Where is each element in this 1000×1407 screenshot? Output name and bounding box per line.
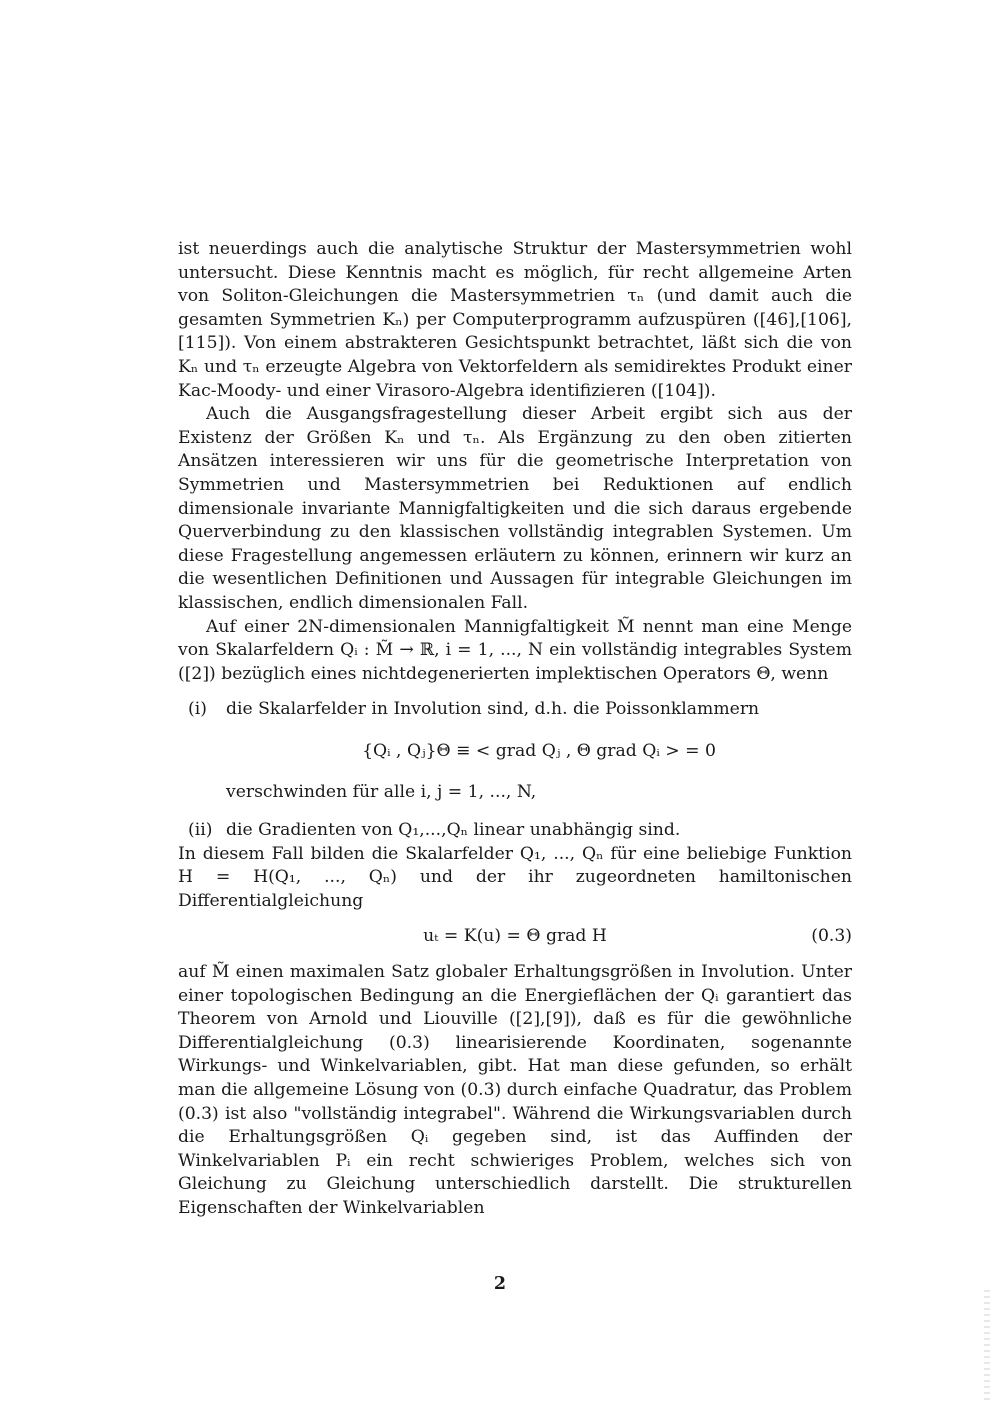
list-item-1-number: (i) [188,699,207,720]
scan-edge-artifact [984,1290,990,1400]
condition-list [178,698,852,842]
paragraph-3: Auf einer 2N-dimensionalen Mannigfaltigkeit M̃ nennt man eine Menge von Skalarfeldern Qᵢ : M̃ → ℝ, i = 1, ..., N ein vollständig integrables System ([2]) bezüglich eines nichtdegenerierten implektischen Operators Θ, wenn [178,616,852,684]
list-item-1-text: die Skalarfelder in Involution sind, d.h. die Poissonklammern [226,699,760,720]
list-item-1 [178,698,852,805]
list-item-2 [178,819,852,843]
equation-number: (0.3) [811,926,852,947]
list-item-2-text: die Gradienten von Q₁,...,Qₙ linear unabhängig sind. [226,820,681,841]
list-item-2-number: (ii) [188,820,213,841]
equation-0-3 [178,925,852,949]
poisson-bracket-equation: {Qᵢ , Qⱼ}Θ ≡ < grad Qⱼ , Θ grad Qᵢ > = 0 [362,740,716,761]
equation-0-3-formula: uₜ = K(u) = Θ grad H [423,926,607,947]
page-number: 2 [493,1274,507,1294]
paragraph-4: In diesem Fall bilden die Skalarfelder Q₁, ..., Qₙ für eine beliebige Funktion H = H(Q₁, ..., Qₙ) und der ihr zugeordneten hamiltonischen Differentialgleichung [178,843,852,911]
page-body [178,238,852,1221]
paragraph-2: Auch die Ausgangsfragestellung dieser Arbeit ergibt sich aus der Existenz der Größen Kₙ und τₙ. Als Ergänzung zu den oben zitierten Ansätzen interessieren wir uns für die geometrische Interpretation von Symmetrien und Mastersymmetrien bei Reduktionen auf endlich dimensionale invariante Mannigfaltigkeiten und die sich daraus ergebende Querverbindung zu den klassischen vollständig integrablen Systemen. Um diese Fragestellung angemessen erläutern zu können, erinnern wir kurz an die wesentlichen Definitionen und Aussagen für integrable Gleichungen im klassischen, endlich dimensionalen Fall. [178,404,852,613]
paragraph-5: auf M̃ einen maximalen Satz globaler Erhaltungsgrößen in Involution. Unter einer topologischen Bedingung an die Energieflächen der Qᵢ garantiert das Theorem von Arnold und Liouville ([2],[9]), daß es für die gewöhnliche Differentialgleichung (0.3) linearisierende Koordinaten, sogenannte Wirkungs- und Winkelvariablen, gibt. Hat man diese gefunden, so erhält man die allgemeine Lösung von (0.3) durch einfache Quadratur, das Problem (0.3) ist also "vollständig integrabel". Während die Wirkungsvariablen durch die Erhaltungsgrößen Qᵢ gegeben sind, ist das Auffinden der Winkelvariablen Pᵢ ein recht schwieriges Problem, welches sich von Gleichung zu Gleichung unterschiedlich darstellt. Die strukturellen Eigenschaften der Winkelvariablen [178,962,852,1218]
list-item-1-continuation: verschwinden für alle i, j = 1, ..., N, [226,782,537,803]
paragraph-1: ist neuerdings auch die analytische Struktur der Mastersymmetrien wohl untersucht. Diese Kenntnis macht es möglich, für recht allgemeine Arten von Soliton-Gleichungen die Mastersymmetrien τₙ (und damit auch die gesamten Symmetrien Kₙ) per Computerprogramm aufzuspüren ([46],[106],[115]). Von einem abstrakteren Gesichtspunkt betrachtet, läßt sich die von Kₙ und τₙ erzeugte Algebra von Vektorfeldern als semidirektes Produkt einer Kac-Moody- und einer Virasoro-Algebra identifizieren ([104]). [178,239,852,401]
